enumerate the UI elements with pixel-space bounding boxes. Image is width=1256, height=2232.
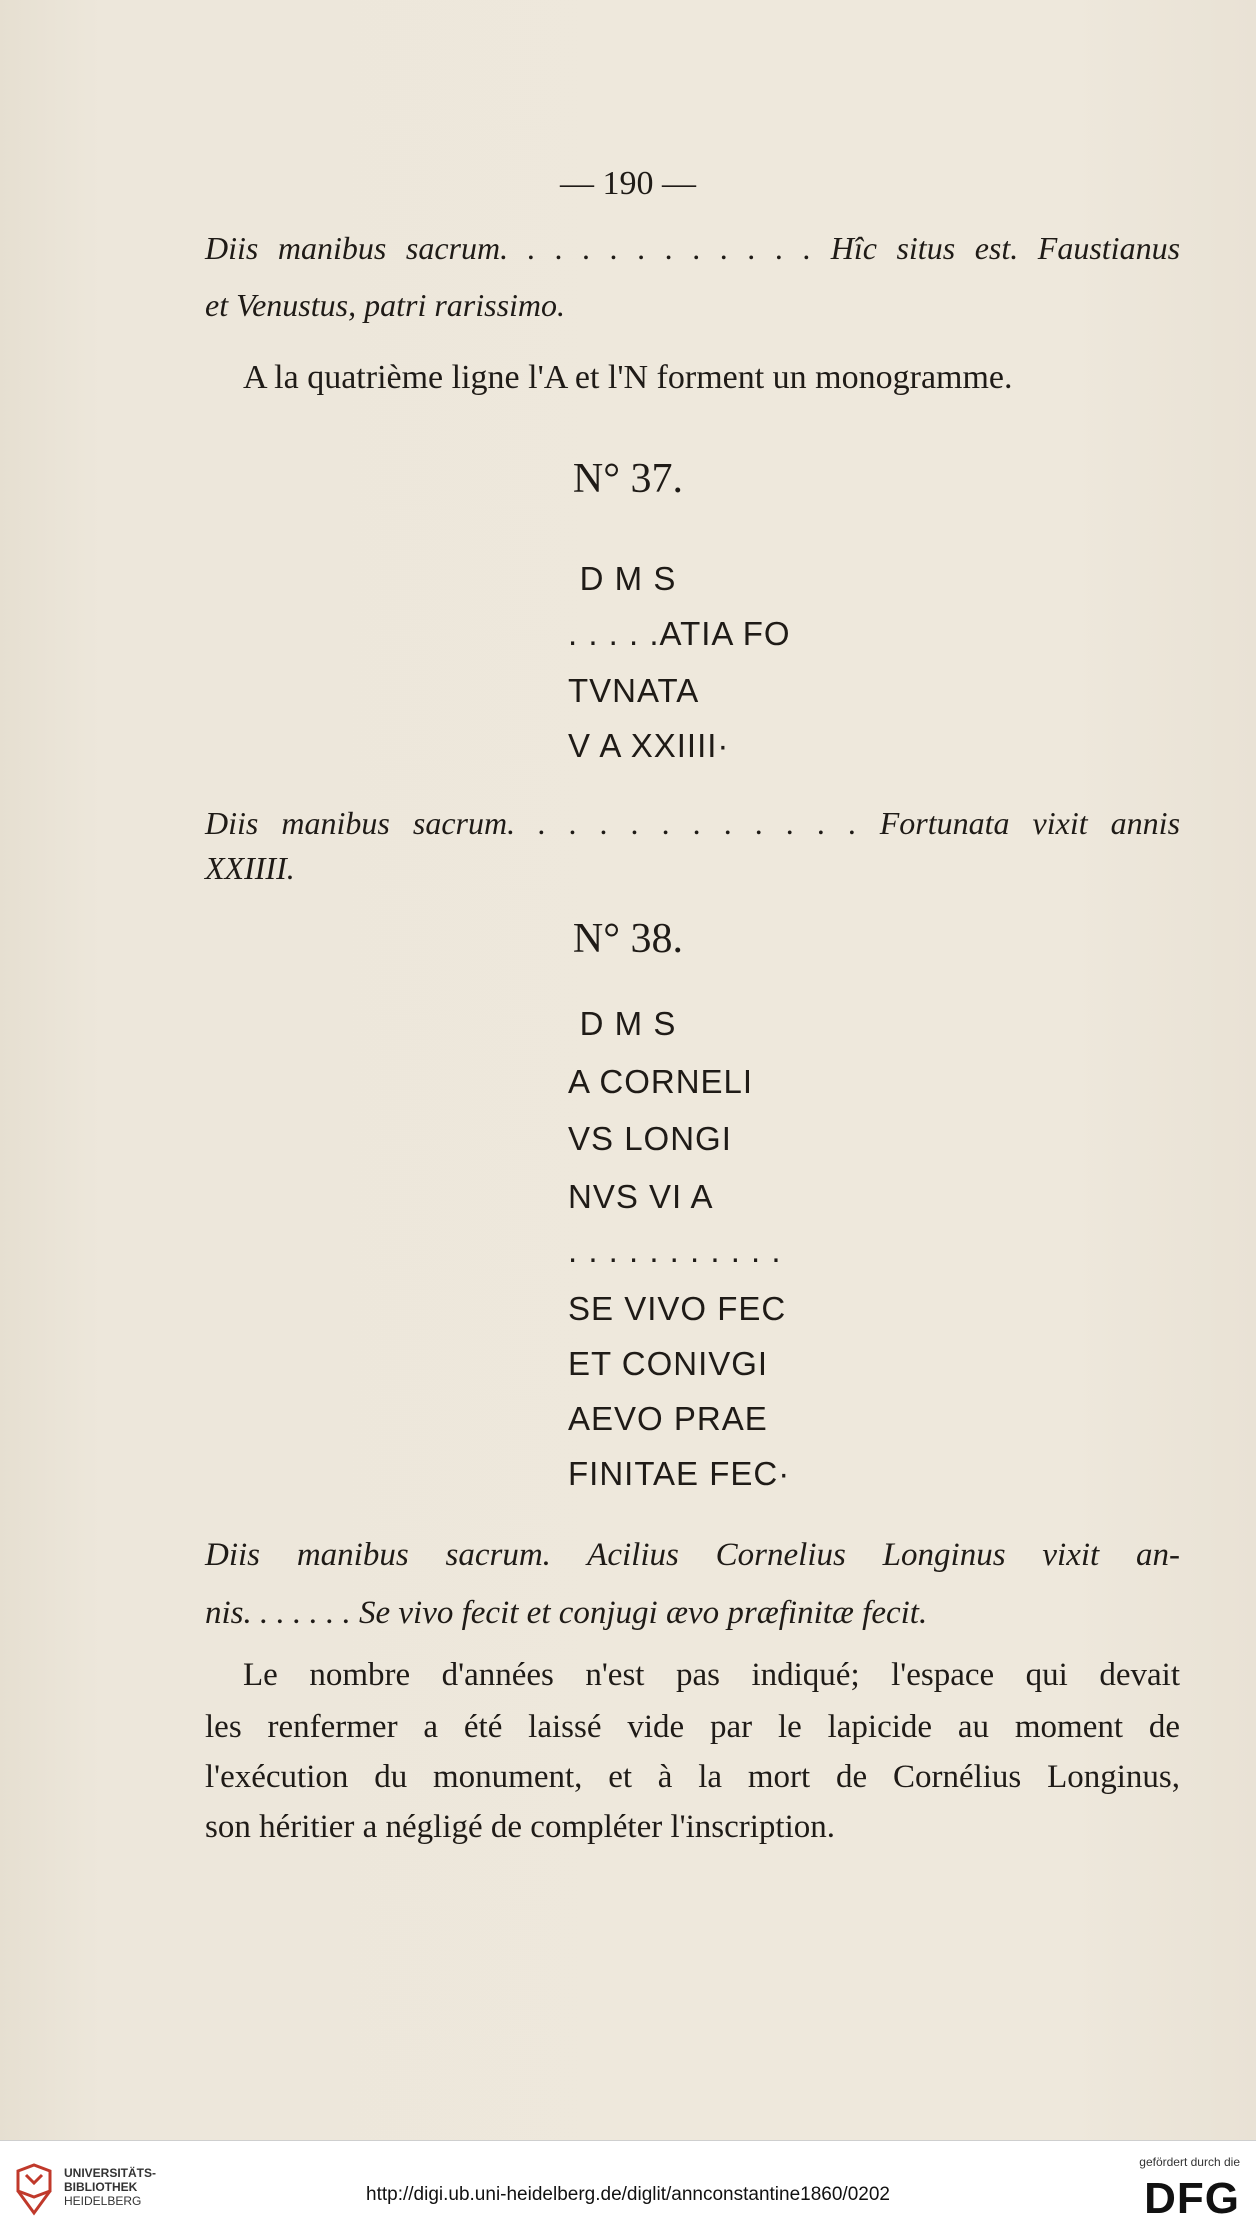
inscription38-line: VS LONGI: [568, 1120, 732, 1157]
para1-line1: [205, 228, 1180, 268]
dfg-logo: DFG: [1144, 2174, 1240, 2223]
inscription38-line: ET CONIVGI: [568, 1345, 769, 1382]
viewer-footer: [0, 2140, 1256, 2232]
inscription38-line: A CORNELI: [568, 1063, 754, 1100]
inscription37-line: V A XXIIII·: [568, 727, 730, 764]
para3-line: Le nombre d'années n'est pas indiqué; l'espace qui devait: [243, 1657, 1180, 1693]
translation37-left: Diis manibus sacrum. . . . . . . . . . . .: [205, 805, 857, 841]
para1-line2: et Venustus, patri rarissimo.: [205, 287, 566, 323]
funding-note: gefördert durch die: [1139, 2155, 1240, 2169]
section-heading-37: N° 37.: [572, 456, 684, 502]
inscription38-line: . . . . . . . . . . .: [568, 1232, 782, 1269]
page-number: — 190 —: [560, 165, 696, 202]
translation38-line1: Diis manibus sacrum. Acilius Cornelius Longinus vixit an-: [205, 1537, 1180, 1573]
translation37-line2: XXIIII.: [205, 850, 295, 886]
library-name-line: BIBLIOTHEK: [64, 2180, 138, 2194]
para3-line: l'exécution du monument, et à la mort de Cornélius Longinus,: [205, 1759, 1180, 1795]
library-name-line: HEIDELBERG: [64, 2194, 142, 2208]
inscription37-line: TVNATA: [568, 672, 700, 709]
inscription38-line: AEVO PRAE: [568, 1400, 768, 1437]
para3-line: son héritier a négligé de compléter l'inscription.: [205, 1809, 835, 1845]
para2-text: A la quatrième ligne l'A et l'N forment un monogramme.: [243, 359, 1013, 396]
section-heading-38: N° 38.: [572, 916, 684, 962]
inscription37-line: . . . . .ATIA FO: [568, 615, 791, 652]
translation37-right: Fortunata vixit annis: [879, 805, 1181, 841]
para1-line1-left: Diis manibus sacrum. . . . . . . . . . . .: [205, 230, 812, 266]
inscription38-line: NVS VI A: [568, 1178, 714, 1215]
inscription38-line: SE VIVO FEC: [568, 1290, 787, 1327]
inscription37-line: D M S: [579, 560, 677, 597]
translation37-line1: [205, 803, 1180, 843]
para3-line: les renfermer a été laissé vide par le lapicide au moment de: [205, 1709, 1180, 1745]
permalink-url[interactable]: http://digi.ub.uni-heidelberg.de/diglit/annconstantine1860/0202: [366, 2184, 890, 2205]
library-name-line: UNIVERSITÄTS-: [64, 2166, 157, 2180]
inscription38-line: D M S: [579, 1005, 677, 1042]
para1-line1-right: Hîc situs est. Faustianus: [830, 230, 1181, 266]
inscription38-line: FINITAE FEC·: [568, 1455, 791, 1492]
translation38-line2: nis. . . . . . . Se vivo fecit et conjugi ævo præfinitæ fecit.: [205, 1595, 928, 1631]
